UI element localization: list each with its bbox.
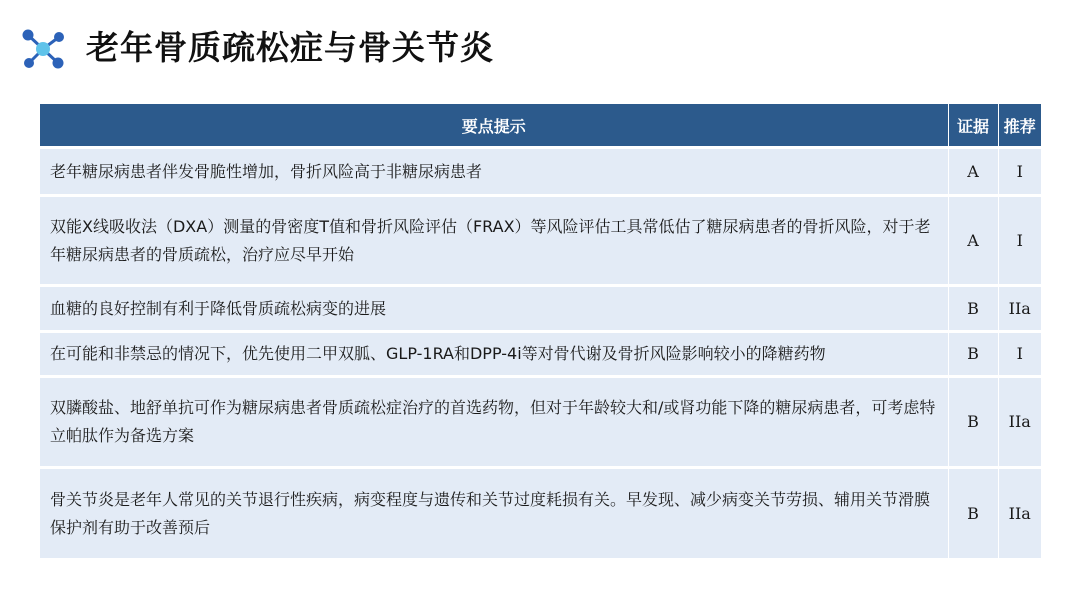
table-row [40, 332, 1041, 377]
page-title: 老年骨质疏松症与骨关节炎 [86, 28, 494, 67]
header-recommendation: 推荐 [998, 104, 1041, 148]
recommendation-cell: IIa [998, 286, 1041, 332]
header-key-points: 要点提示 [40, 104, 948, 148]
evidence-cell: A [948, 196, 998, 286]
evidence-cell: B [948, 377, 998, 468]
evidence-cell: A [948, 148, 998, 196]
key-point-cell: 在可能和非禁忌的情况下，优先使用二甲双胍、GLP-1RA和DPP-4i等对骨代谢及骨折风险影响较小的降糖药物 [40, 332, 948, 377]
recommendation-cell: IIa [998, 468, 1041, 559]
recommendation-cell: I [998, 196, 1041, 286]
key-point-cell: 双能X线吸收法（DXA）测量的骨密度T值和骨折风险评估（FRAX）等风险评估工具常低估了糖尿病患者的骨折风险，对于老年糖尿病患者的骨质疏松，治疗应尽早开始 [40, 196, 948, 286]
key-point-cell: 双膦酸盐、地舒单抗可作为糖尿病患者骨质疏松症治疗的首选药物，但对于年龄较大和/或肾功能下降的糖尿病患者，可考虑特立帕肽作为备选方案 [40, 377, 948, 468]
table-row [40, 468, 1041, 559]
table-row [40, 148, 1041, 196]
table-row [40, 196, 1041, 286]
recommendation-cell: IIa [998, 377, 1041, 468]
molecule-network-icon [18, 26, 68, 72]
evidence-cell: B [948, 468, 998, 559]
table-row [40, 286, 1041, 332]
recommendation-cell: I [998, 332, 1041, 377]
evidence-cell: B [948, 332, 998, 377]
evidence-cell: B [948, 286, 998, 332]
key-point-cell: 老年糖尿病患者伴发骨脆性增加，骨折风险高于非糖尿病患者 [40, 148, 948, 196]
table-header-row [40, 104, 1041, 148]
recommendations-table [40, 104, 1041, 558]
header-evidence: 证据 [948, 104, 998, 148]
table-row [40, 377, 1041, 468]
recommendation-cell: I [998, 148, 1041, 196]
key-point-cell: 骨关节炎是老年人常见的关节退行性疾病，病变程度与遗传和关节过度耗损有关。早发现、减少病变关节劳损、辅用关节滑膜保护剂有助于改善预后 [40, 468, 948, 559]
key-point-cell: 血糖的良好控制有利于降低骨质疏松病变的进展 [40, 286, 948, 332]
